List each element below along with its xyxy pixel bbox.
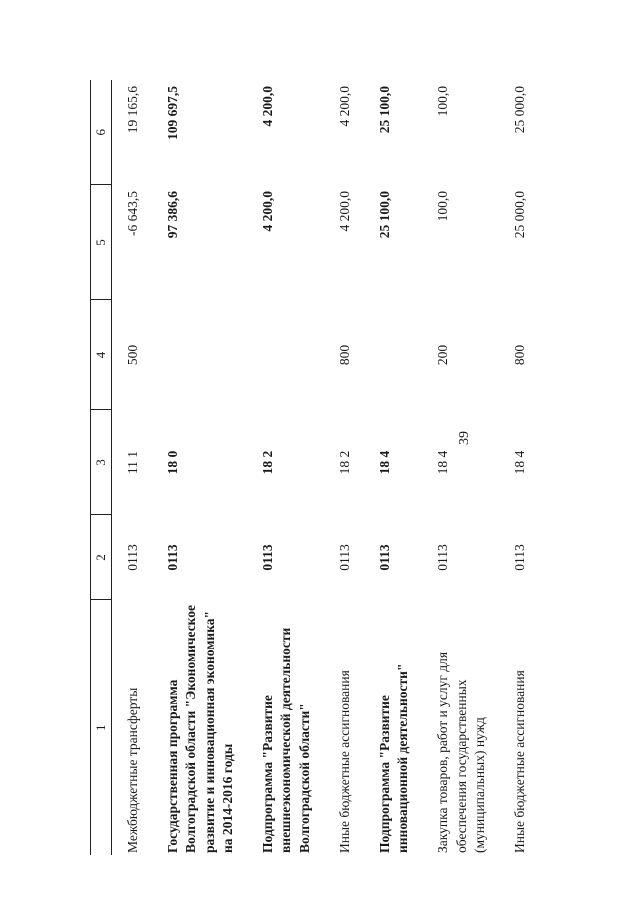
row-amount-total: 25 000,0 — [512, 86, 528, 134]
row-amount-total: 4 200,0 — [336, 86, 352, 127]
row-target-code: 11 1 — [125, 450, 140, 475]
row-target-code: 18 2 — [336, 450, 352, 475]
table-row — [112, 80, 153, 855]
page-number: 39 — [457, 431, 472, 445]
header-col-5: 5 — [91, 185, 112, 300]
row-name: Межбюджетные трансферты — [125, 687, 140, 853]
row-section-code: 0113 — [336, 544, 352, 571]
header-col-3: 3 — [91, 410, 112, 515]
row-section-code: 0113 — [512, 544, 528, 571]
row-expense-type — [152, 300, 247, 410]
row-amount-change: 100,0 — [435, 191, 451, 222]
header-col-6: 6 — [91, 80, 112, 185]
row-expense-type: 200 — [435, 344, 451, 366]
row-name: Иные бюджетные ассигнования — [512, 670, 528, 853]
row-section-code: 0113 — [260, 544, 276, 571]
row-name: Закупка товаров, работ и услуг для обеспечения государственных (муниципальных) нужд — [435, 651, 487, 853]
row-target-code: 18 0 — [165, 450, 181, 475]
row-amount-change: -6 643,5 — [125, 191, 140, 236]
budget-table — [90, 80, 539, 855]
row-amount-change: 4 200,0 — [336, 191, 352, 232]
row-expense-type — [247, 300, 324, 410]
table-row — [422, 80, 499, 855]
row-amount-total: 109 697,5 — [165, 86, 181, 140]
table-row — [499, 80, 539, 855]
row-amount-change: 4 200,0 — [260, 191, 276, 232]
row-amount-total: 4 200,0 — [260, 86, 276, 127]
row-section-code: 0113 — [165, 544, 181, 571]
row-target-code: 18 2 — [260, 450, 276, 475]
table-row — [364, 80, 422, 855]
row-name: Государственная программа Волгоградской области "Экономическое развитие и инновационная экономика" на 2014-2016 годы — [165, 604, 235, 853]
row-target-code: 18 4 — [435, 450, 451, 475]
row-name: Подпрограмма "Развитие инновационной деятельности" — [376, 663, 411, 853]
row-amount-total: 25 100,0 — [376, 86, 392, 134]
row-target-code: 18 4 — [512, 450, 528, 475]
row-name: Подпрограмма "Развитие внешнеэкономической деятельности Волгоградской области" — [260, 627, 312, 853]
header-col-2: 2 — [91, 515, 112, 600]
row-amount-change: 25 100,0 — [376, 191, 392, 239]
row-amount-change: 25 000,0 — [512, 191, 528, 239]
row-amount-change: 97 386,6 — [165, 191, 181, 239]
row-amount-total: 19 165,6 — [125, 86, 140, 134]
header-col-4: 4 — [91, 300, 112, 410]
row-expense-type: 800 — [336, 344, 352, 366]
header-col-1: 1 — [91, 600, 112, 855]
row-expense-type — [364, 300, 422, 410]
row-section-code: 0113 — [125, 544, 140, 571]
row-name: Иные бюджетные ассигнования — [336, 670, 352, 853]
row-section-code: 0113 — [435, 544, 451, 571]
table-header-row — [91, 80, 112, 855]
budget-table-container — [90, 80, 565, 855]
row-expense-type: 500 — [125, 344, 140, 366]
table-row — [324, 80, 364, 855]
table-row — [152, 80, 247, 855]
row-expense-type: 800 — [512, 344, 528, 366]
row-target-code: 18 4 — [376, 450, 392, 475]
row-amount-total: 100,0 — [435, 86, 451, 117]
table-row — [247, 80, 324, 855]
row-section-code: 0113 — [376, 544, 392, 571]
